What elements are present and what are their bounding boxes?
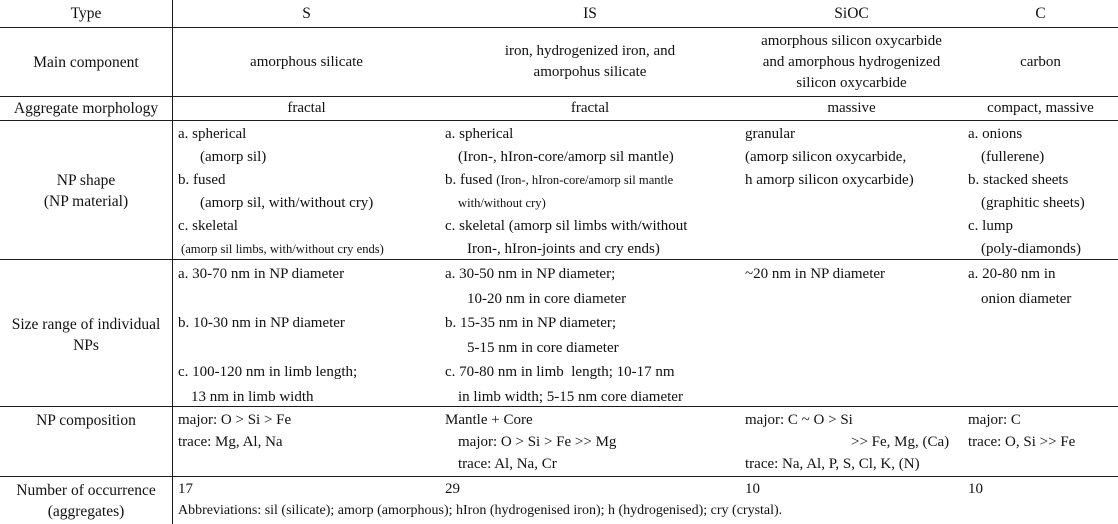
text-line: h amorp silicon oxycarbide) bbox=[745, 172, 914, 188]
text-line: (amorp silicon oxycarbide, bbox=[745, 149, 907, 165]
cell-main-component-s: amorphous silicate bbox=[250, 53, 363, 70]
cell-aggregate-morphology-is: fractal bbox=[570, 100, 610, 116]
cell-main-component-c: carbon bbox=[1020, 53, 1061, 70]
text-line: trace: Na, Al, P, S, Cl, K, (N) bbox=[745, 456, 920, 472]
text-line: in limb width; 5-15 nm core diameter bbox=[458, 388, 683, 405]
text-line: trace: Al, Na, Cr bbox=[458, 456, 557, 472]
text-line: (amorp sil) bbox=[200, 149, 267, 165]
row-np-composition bbox=[0, 407, 1118, 477]
text-line: a. spherical bbox=[178, 126, 247, 142]
cell-np-composition-is bbox=[440, 407, 740, 476]
text-line: major: C ~ O > Si bbox=[745, 412, 853, 428]
cell-np-shape-c bbox=[963, 121, 1118, 261]
text-line: (amorp sil, with/without cry) bbox=[200, 195, 374, 211]
text-line: c. 70-80 nm in limb length; 10-17 nm bbox=[445, 364, 675, 380]
text-line: 13 nm in limb width bbox=[191, 388, 314, 405]
column-header-sioc bbox=[740, 0, 963, 27]
row-label-occurrence bbox=[0, 477, 173, 524]
text-line: onion diameter bbox=[981, 290, 1072, 307]
text-line: b. 15-35 nm in NP diameter; bbox=[445, 315, 617, 331]
text-line: a. spherical bbox=[445, 126, 514, 142]
cell-aggregate-morphology-c: compact, massive bbox=[987, 100, 1094, 116]
column-header-c-label: C bbox=[1035, 4, 1046, 22]
text-line: with/without cry) bbox=[458, 196, 546, 210]
cell-occurrence-is: 29 bbox=[445, 481, 460, 497]
text-line: a. onions bbox=[968, 126, 1023, 142]
text-line: trace: Mg, Al, Na bbox=[178, 434, 283, 450]
text-line: major: C bbox=[968, 412, 1021, 428]
row-aggregate-morphology bbox=[0, 97, 1118, 121]
column-header-sioc-label: SiOC bbox=[834, 4, 869, 22]
text-line: 10-20 nm in core diameter bbox=[467, 290, 627, 307]
cell-np-shape-is bbox=[440, 121, 740, 261]
text-line: (fullerene) bbox=[981, 149, 1045, 165]
row-label-np-shape-line2: (NP material) bbox=[43, 193, 129, 210]
row-label-main-component: Main component bbox=[0, 28, 173, 96]
cell-size-range-is bbox=[440, 260, 740, 409]
row-occurrence bbox=[0, 477, 1118, 524]
text-line: c. lump bbox=[968, 218, 1013, 234]
column-header-is bbox=[440, 0, 740, 27]
text-line: Iron-, hIron-joints and cry ends) bbox=[467, 241, 660, 257]
cell-aggregate-morphology-sioc: massive bbox=[827, 100, 876, 116]
row-label-np-shape-line1: NP shape bbox=[56, 172, 116, 189]
cell-size-range-c bbox=[963, 260, 1118, 409]
text-line: (poly-diamonds) bbox=[981, 241, 1081, 257]
text-line bbox=[445, 169, 736, 192]
row-label-size-range-line2: NPs bbox=[73, 336, 99, 354]
column-header-type bbox=[0, 0, 173, 27]
cell-size-range-sioc bbox=[740, 260, 963, 409]
text-segment: (Iron-, hIron-core/amorp sil mantle bbox=[496, 173, 674, 187]
row-np-shape bbox=[0, 121, 1118, 260]
column-header-is-label: IS bbox=[583, 4, 597, 22]
row-label-occurrence-line1: Number of occurrence bbox=[16, 481, 156, 499]
text-line: major: O > Si > Fe >> Mg bbox=[458, 434, 617, 450]
row-size-range bbox=[0, 260, 1118, 407]
abbreviations-footnote: Abbreviations: sil (silicate); amorp (amorphous); hIron (hydrogenised iron); h (hydrogenised); cry (crystal). bbox=[178, 503, 783, 518]
row-label-size-range-line1: Size range of individual bbox=[11, 315, 161, 333]
cell-np-shape-s bbox=[173, 121, 440, 261]
cell-np-composition-c bbox=[963, 407, 1118, 476]
cell-main-component-sioc: amorphous silicon oxycarbide and amorphous hydrogenized silicon oxycarbide bbox=[761, 32, 942, 91]
cell-occurrence-s: 17 bbox=[178, 481, 193, 497]
table-header-row bbox=[0, 0, 1118, 28]
text-line: c. 100-120 nm in limb length; bbox=[178, 364, 358, 380]
cell-occurrence-c: 10 bbox=[968, 481, 983, 497]
row-label-occurrence-line2: (aggregates) bbox=[47, 502, 125, 520]
cell-size-range-s bbox=[173, 260, 440, 409]
cell-main-component-is: iron, hydrogenized iron, and amorpohus silicate bbox=[504, 43, 676, 80]
occurrence-and-footnote-area bbox=[173, 477, 1118, 524]
text-line: c. skeletal bbox=[178, 218, 238, 234]
text-line: b. fused bbox=[178, 172, 226, 188]
column-header-type-label: Type bbox=[70, 5, 102, 22]
text-line: b. stacked sheets bbox=[968, 172, 1069, 188]
text-segment: b. fused bbox=[445, 172, 497, 188]
cell-np-composition-sioc bbox=[740, 407, 963, 476]
cell-occurrence-sioc: 10 bbox=[745, 481, 760, 497]
text-line: trace: O, Si >> Fe bbox=[968, 434, 1076, 450]
text-line: a. 30-70 nm in NP diameter bbox=[178, 266, 345, 282]
row-main-component bbox=[0, 28, 1118, 97]
cell-aggregate-morphology-s: fractal bbox=[287, 100, 326, 116]
occurrence-values bbox=[173, 479, 1118, 499]
text-line: Mantle + Core bbox=[445, 412, 533, 428]
column-header-s-label: S bbox=[302, 4, 311, 22]
row-label-size-range bbox=[0, 260, 173, 409]
blank-line bbox=[178, 287, 436, 312]
blank-line bbox=[178, 336, 436, 361]
text-line: a. 20-80 nm in bbox=[968, 266, 1056, 282]
text-line: (graphitic sheets) bbox=[981, 195, 1085, 211]
row-label-aggregate-morphology: Aggregate morphology bbox=[0, 97, 173, 120]
column-header-c bbox=[963, 0, 1118, 27]
text-line: (amorp sil limbs, with/without cry ends) bbox=[181, 242, 384, 256]
cell-np-composition-s bbox=[173, 407, 440, 476]
text-line: b. 10-30 nm in NP diameter bbox=[178, 315, 345, 331]
row-label-np-composition: NP composition bbox=[0, 407, 173, 476]
text-line: granular bbox=[745, 126, 795, 142]
text-line: >> Fe, Mg, (Ca) bbox=[851, 434, 950, 450]
text-line: a. 30-50 nm in NP diameter; bbox=[445, 266, 616, 282]
column-header-s bbox=[173, 0, 440, 27]
row-label-np-shape bbox=[0, 121, 173, 261]
text-line: (Iron-, hIron-core/amorp sil mantle) bbox=[458, 149, 674, 165]
cell-np-shape-sioc bbox=[740, 121, 963, 261]
text-line: c. skeletal (amorp sil limbs with/without bbox=[445, 218, 688, 234]
text-line: major: O > Si > Fe bbox=[178, 412, 292, 428]
text-line: ~20 nm in NP diameter bbox=[745, 266, 886, 282]
text-line: 5-15 nm in core diameter bbox=[467, 339, 619, 356]
